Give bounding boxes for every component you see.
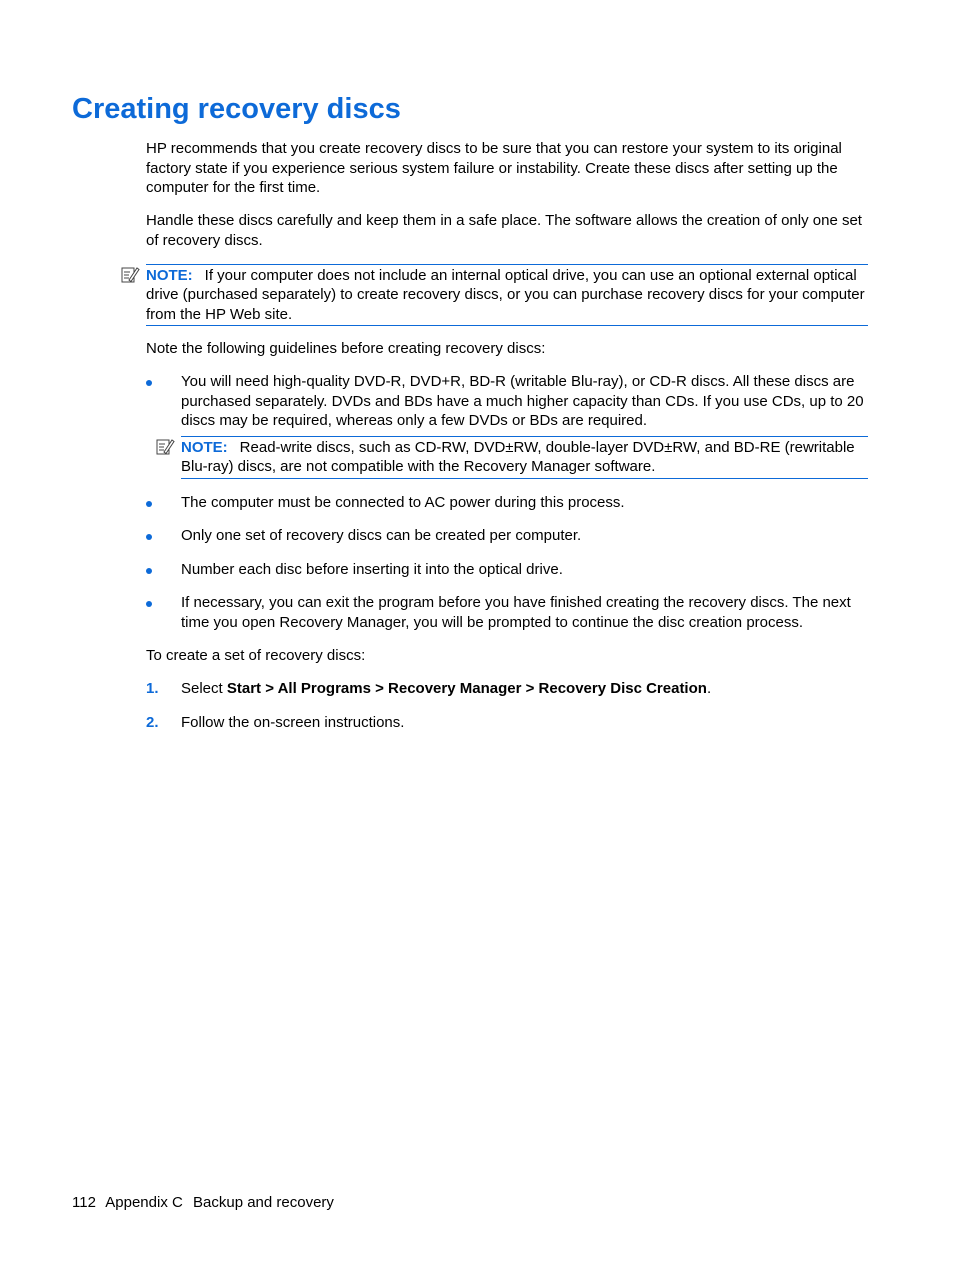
step-item: [146, 713, 868, 733]
note-text: Read-write discs, such as CD-RW, DVD±RW, double-layer DVD±RW, and BD-RE (rewritable Blu-ray) discs, are not compatible with the Recovery Manager software.: [181, 438, 855, 475]
guidelines-intro: Note the following guidelines before creating recovery discs:: [146, 340, 546, 357]
list-item-text: The computer must be connected to AC power during this process.: [181, 493, 625, 511]
list-item-text: You will need high-quality DVD-R, DVD+R, BD-R (writable Blu-ray), or CD-R discs. All these discs are purchased separately. DVDs and BDs have a much higher capacity than CDs. If you use CDs, up to 20 discs may be required, whereas only a few DVDs or BDs are required.: [181, 373, 864, 429]
menu-path: Start > All Programs > Recovery Manager > Recovery Disc Creation: [226, 680, 707, 697]
list-item: [146, 526, 868, 546]
bullet-icon: [146, 568, 152, 574]
step-text-suffix: .: [706, 680, 712, 697]
step-text-prefix: Select: [181, 680, 227, 697]
footer-section: Appendix C: [105, 1194, 183, 1211]
page-title: Creating recovery discs: [72, 93, 401, 125]
page-footer: [72, 1193, 340, 1213]
note-box: [181, 436, 868, 479]
list-item-text: Only one set of recovery discs can be created per computer.: [181, 527, 582, 544]
bullet-icon: [146, 501, 152, 507]
steps-list: [146, 679, 868, 732]
list-item: [146, 593, 868, 632]
intro-paragraph-2: Handle these discs carefully and keep them in a safe place. The software allows the creation of only one set of recovery discs.: [146, 212, 862, 249]
bullet-icon: [146, 380, 152, 386]
footer-chapter: Backup and recovery: [193, 1194, 334, 1211]
bullet-icon: [146, 534, 152, 540]
intro-paragraph-1: HP recommends that you create recovery discs to be sure that you can restore your system to its original factory state if you experience serious system failure or instability. Create these discs after setting up the computer for the first time.: [146, 140, 842, 196]
note-box: [146, 264, 868, 327]
step-number: 1.: [146, 680, 159, 697]
list-item-text: If necessary, you can exit the program before you have finished creating the recovery discs. The next time you open Recovery Manager, you will be prompted to continue the disc creation process.: [181, 594, 851, 631]
note-label: NOTE:: [181, 438, 228, 456]
note-text: If your computer does not include an internal optical drive, you can use an optional external optical drive (purchased separately) to create recovery discs, or you can purchase recovery discs for your computer from the HP Web site.: [146, 266, 865, 323]
note-pencil-icon: [155, 437, 175, 457]
list-item: [146, 493, 868, 513]
guidelines-list: [146, 372, 868, 632]
step-item: [146, 679, 868, 699]
list-item: [146, 372, 868, 479]
list-item: [146, 560, 868, 580]
steps-intro: To create a set of recovery discs:: [146, 647, 366, 664]
step-text: Follow the on-screen instructions.: [181, 713, 405, 731]
list-item-text: Number each disc before inserting it into the optical drive.: [181, 560, 563, 578]
bullet-icon: [146, 601, 152, 607]
note-label: NOTE:: [146, 266, 193, 284]
main-content: [146, 139, 868, 746]
note-pencil-icon: [120, 265, 140, 285]
step-number: 2.: [146, 713, 159, 731]
page-number: 112: [72, 1194, 96, 1211]
